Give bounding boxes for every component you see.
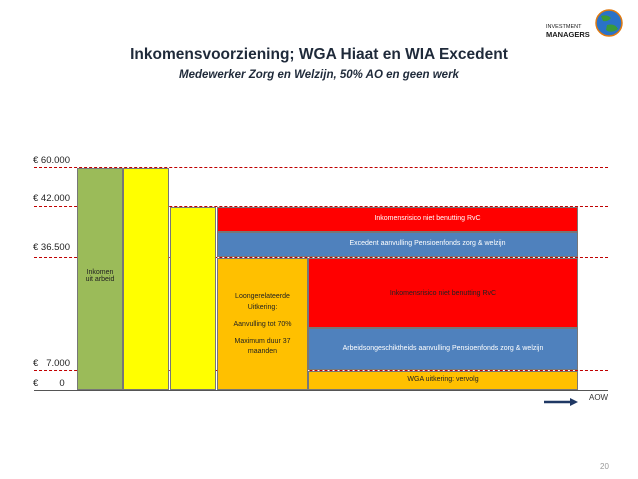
loongerelateerde-line3: Maximum duur 37 maanden bbox=[234, 338, 291, 355]
y-label-0: € 0 bbox=[33, 378, 65, 389]
inkomen-label: Inkomen uit arbeid bbox=[85, 269, 115, 283]
page-number: 20 bbox=[600, 462, 609, 471]
logo bbox=[545, 6, 625, 46]
bar-yellow-2 bbox=[170, 207, 216, 390]
y-label-7000: € 7.000 bbox=[33, 358, 70, 369]
block-loongerelateerde bbox=[217, 258, 308, 390]
block-excedent bbox=[217, 232, 578, 257]
logo-text-line1: INVESTMENT bbox=[546, 24, 582, 30]
y-label-42000: € 42.000 bbox=[33, 193, 70, 204]
block-risico-mid bbox=[308, 258, 578, 328]
block-ao-aanvulling bbox=[308, 328, 578, 370]
logo-text-line2: MANAGERS bbox=[546, 30, 590, 39]
bar-yellow-1 bbox=[123, 168, 169, 390]
excedent-label: Excedent aanvulling Pensioenfonds zorg & welzijn bbox=[349, 240, 506, 247]
bar-inkomen-uit-arbeid bbox=[77, 168, 123, 390]
block-risico-top bbox=[217, 207, 578, 232]
globe-icon bbox=[596, 10, 622, 36]
y-label-36500: € 36.500 bbox=[33, 242, 70, 253]
y-label-60000: € 60.000 bbox=[33, 155, 70, 166]
loongerelateerde-line2: Aanvulling tot 70% bbox=[233, 321, 292, 328]
page-title: Inkomensvoorziening; WGA Hiaat en WIA Excedent bbox=[130, 46, 508, 63]
aow-arrow-icon bbox=[544, 394, 578, 404]
page-subtitle: Medewerker Zorg en Welzijn, 50% AO en geen werk bbox=[179, 69, 459, 81]
x-axis-line bbox=[34, 390, 608, 391]
wga-vervolg-label: WGA uitkering: vervolg bbox=[407, 376, 479, 383]
loongerelateerde-line1: Loongerelateerde Uitkering: bbox=[235, 293, 290, 311]
aow-label: AOW bbox=[589, 393, 609, 402]
ao-aanvulling-label: Arbeidsongeschiktheids aanvulling Pensioenfonds zorg & welzijn bbox=[342, 345, 544, 352]
risico-top-label: Inkomensrisico niet benutting RvC bbox=[374, 215, 481, 222]
risico-mid-label: Inkomensrisico niet benutting RvC bbox=[389, 290, 497, 297]
block-wga-vervolg bbox=[308, 371, 578, 390]
